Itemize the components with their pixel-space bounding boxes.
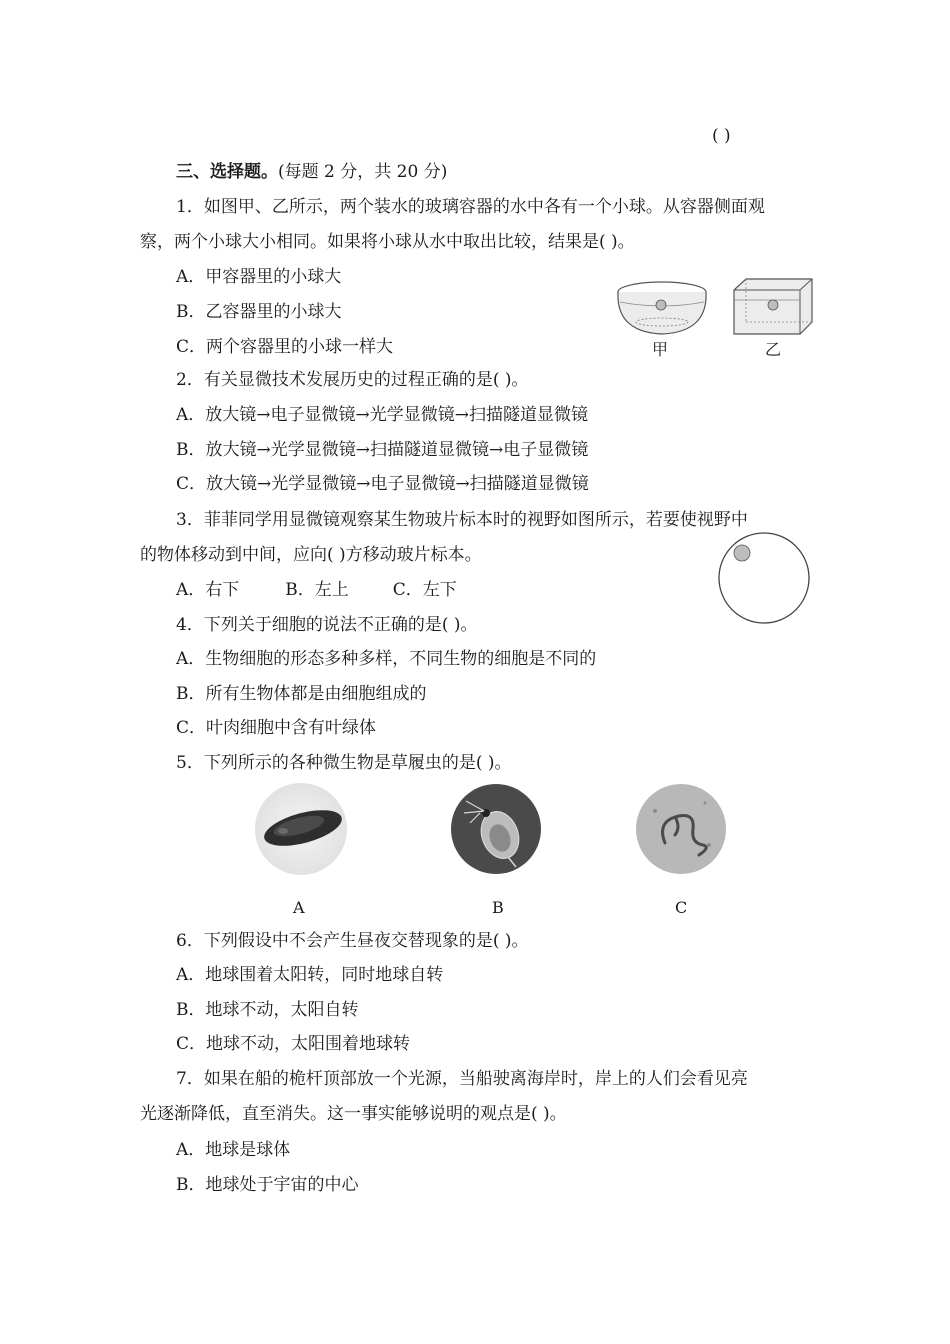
- answer-bracket: ( ): [712, 126, 731, 146]
- fig-label-yi: 乙: [765, 340, 782, 359]
- section-title: 三、选择题。: [176, 162, 278, 182]
- q3-option-a: A．右下: [176, 580, 240, 600]
- q3-text-line2: 的物体移动到中间，应向( )方移动玻片标本。: [140, 545, 482, 565]
- q1-text-line1: 1．如图甲、乙所示，两个装水的玻璃容器的水中各有一个小球。从容器侧面观: [176, 197, 765, 217]
- microbe-image-b: [450, 783, 542, 875]
- q4-text-line1: 4．下列关于细胞的说法不正确的是( )。: [176, 615, 478, 635]
- q4-option-b: B．所有生物体都是由细胞组成的: [176, 684, 427, 704]
- q2-option-b: B．放大镜→光学显微镜→扫描隧道显微镜→电子显微镜: [176, 440, 589, 460]
- q1-text-line2: 察，两个小球大小相同。如果将小球从水中取出比较，结果是( )。: [140, 232, 635, 252]
- image-label-a: A: [293, 898, 305, 917]
- q7-option-a: A．地球是球体: [176, 1140, 291, 1160]
- q4-option-a: A．生物细胞的形态多种多样，不同生物的细胞是不同的: [176, 649, 597, 669]
- q2-option-c: C．放大镜→光学显微镜→电子显微镜→扫描隧道显微镜: [176, 474, 589, 494]
- tank-container-figure: [732, 276, 816, 338]
- bowl-container-figure: [614, 276, 710, 338]
- q3-options: [176, 578, 457, 602]
- q6-text-line1: 6．下列假设中不会产生昼夜交替现象的是( )。: [176, 931, 529, 951]
- q6-option-a: A．地球围着太阳转，同时地球自转: [176, 965, 444, 985]
- q5-text-line1: 5．下列所示的各种微生物是草履虫的是( )。: [176, 753, 512, 773]
- image-label-c: C: [675, 898, 688, 917]
- q1-option-a: A．甲容器里的小球大: [176, 267, 342, 287]
- q6-option-c: C．地球不动，太阳围着地球转: [176, 1034, 411, 1054]
- q3-text-line1: 3．菲菲同学用显微镜观察某生物玻片标本时的视野如图所示，若要使视野中: [176, 510, 748, 530]
- q7-option-b: B．地球处于宇宙的中心: [176, 1175, 359, 1195]
- q6-option-b: B．地球不动，太阳自转: [176, 1000, 359, 1020]
- microbe-image-c: [635, 783, 727, 875]
- microscope-view-figure: [716, 530, 812, 626]
- q3-option-c: C．左下: [392, 580, 457, 600]
- section-header: [176, 160, 447, 184]
- q7-text-line2: 光逐渐降低，直至消失。这一事实能够说明的观点是( )。: [140, 1104, 567, 1124]
- q7-text-line1: 7．如果在船的桅杆顶部放一个光源，当船驶离海岸时，岸上的人们会看见亮: [176, 1069, 748, 1089]
- image-label-b: B: [492, 898, 504, 917]
- q2-text-line1: 2．有关显微技术发展历史的过程正确的是( )。: [176, 370, 529, 390]
- section-note: (每题 2 分，共 20 分): [278, 162, 448, 182]
- fig-label-jia: 甲: [652, 340, 669, 359]
- q3-option-b: B．左上: [285, 580, 349, 600]
- q4-option-c: C．叶肉细胞中含有叶绿体: [176, 718, 377, 738]
- q1-option-c: C．两个容器里的小球一样大: [176, 337, 394, 357]
- q1-option-b: B．乙容器里的小球大: [176, 302, 342, 322]
- q2-option-a: A．放大镜→电子显微镜→光学显微镜→扫描隧道显微镜: [176, 405, 589, 425]
- microbe-image-a: [253, 781, 349, 877]
